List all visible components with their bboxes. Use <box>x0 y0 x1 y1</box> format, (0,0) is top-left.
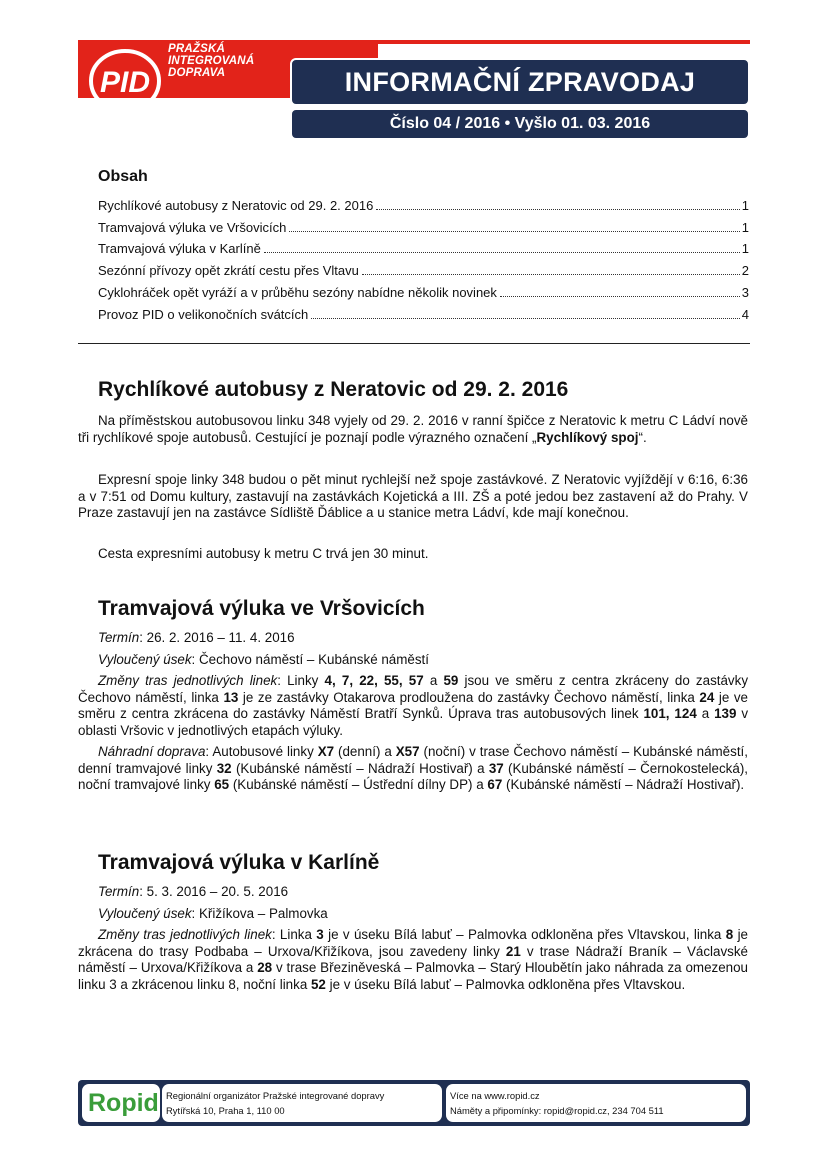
article-title: Tramvajová výluka v Karlíně <box>98 851 380 874</box>
toc-item[interactable] <box>98 241 749 257</box>
toc-item-label: Cyklohráček opět vyráží a v průběhu sezóny nabídne několik novinek <box>98 285 497 300</box>
line-number: 28 <box>257 960 273 975</box>
text-run: je ve směru z centra zkrácena do zastávky Náměstí Bratří Synků. Úprava tras autobusových linek <box>78 689 749 721</box>
line-number: 67 <box>487 777 503 792</box>
toc-item-label: Sezónní přívozy opět zkrátí cestu přes Vltavu <box>98 263 359 278</box>
emphasis: Rychlíkový spoj <box>536 429 639 445</box>
toc-item-page: 1 <box>741 198 749 213</box>
term-value: : 26. 2. 2016 – 11. 4. 2016 <box>139 630 295 645</box>
replacement-label: Náhradní doprava <box>98 744 206 759</box>
text-run: v oblasti Vršovic v jednotlivých etapách výluky. <box>78 706 749 738</box>
toc-item-page: 1 <box>741 241 749 256</box>
text-run: je zkrácena do trasy Podbaba – Urxova/Křižíkova, jsou zavedeny linky <box>78 927 748 959</box>
article-paragraph <box>78 413 748 446</box>
toc-item-label: Provoz PID o velikonočních svátcích <box>98 307 309 322</box>
footer-org: Regionální organizátor Pražské integrované dopravy <box>166 1090 385 1101</box>
term-line <box>98 884 288 900</box>
text-run: je v úseku Bílá labuť – Palmovka odkloněna přes Vltavskou. <box>325 976 686 992</box>
toc-item-page: 2 <box>741 263 749 278</box>
footer-contact-box <box>446 1084 746 1122</box>
footer-web[interactable]: Více na www.ropid.cz <box>450 1090 540 1101</box>
toc-item-label: Rychlíkové autobusy z Neratovic od 29. 2. 2016 <box>98 198 374 213</box>
org-name-line: PRAŽSKÁ <box>168 43 225 55</box>
toc-item-label: Tramvajová výluka v Karlíně <box>98 241 261 256</box>
toc-leader <box>311 318 740 319</box>
divider <box>78 343 750 344</box>
text-run: : Linka <box>271 927 317 942</box>
text-run: je v úseku Bílá labuť – Palmovka odkloněna přes Vltavskou, linka <box>323 927 726 942</box>
toc-leader <box>289 231 739 232</box>
text-run: : Linky <box>277 673 325 688</box>
line-number: 139 <box>714 706 737 721</box>
line-number: 8 <box>725 927 734 942</box>
article-paragraph: Cesta expresními autobusy k metru C trvá jen 30 minut. <box>98 546 429 561</box>
footer-address: Rytířská 10, Praha 1, 110 00 <box>166 1105 285 1116</box>
toc-leader <box>500 296 740 297</box>
changes-label: Změny tras jednotlivých linek <box>98 673 278 688</box>
toc-item[interactable] <box>98 263 749 279</box>
toc-item[interactable] <box>98 198 749 214</box>
footer-org-box <box>162 1084 442 1122</box>
toc-item[interactable] <box>98 307 749 323</box>
toc-item-page: 4 <box>741 307 749 322</box>
text-run: (Kubánské náměstí – Nádraží Hostivař). <box>502 777 745 792</box>
newsletter-title: INFORMAČNÍ ZPRAVODAJ <box>290 58 750 106</box>
text-run: a <box>423 673 444 688</box>
text-run: Na příměstskou autobusovou linku 348 vyjely od 29. 2. 2016 v ranní špičce z Neratovic k metru C Ládví nově tři rychlíkové spoje autobusů. Cestující je poznají podle výrazného označení „ <box>78 413 748 445</box>
article-title: Tramvajová výluka ve Vršovicích <box>98 597 425 620</box>
term-label: Termín <box>98 884 140 899</box>
toc-leader <box>376 209 739 210</box>
org-name <box>168 43 254 79</box>
line-number: 52 <box>310 976 326 992</box>
text-run: (Kubánské náměstí – Ústřední dílny DP) a <box>229 777 488 792</box>
term-label: Termín <box>98 630 140 645</box>
text-run: je ze zastávky Otakarova prodloužena do zastávky Čechovo náměstí, linka <box>238 689 700 705</box>
line-number: 13 <box>223 689 239 705</box>
org-name-line: DOPRAVA <box>168 67 226 79</box>
line-number: 65 <box>214 777 230 792</box>
issue-info: Číslo 04 / 2016 • Vyšlo 01. 03. 2016 <box>290 108 750 140</box>
article-paragraph <box>78 673 748 739</box>
article-paragraph: Expresní spoje linky 348 budou o pět minut rychlejší než spoje zastávkové. Z Neratovic vyjíždějí v 6:16, 6:36 a v 7:51 od Domu kultury, zastavují na zastávkách Kojetická a III. ZŠ a poté jedou bez zastavení až do Prahy. V Praze zastavují jen na zastávce Sídliště Ďáblice a u stanice metra Ládví, kde mají konečnou. <box>78 472 748 520</box>
section-line <box>98 652 429 668</box>
line-number: 3 <box>316 927 324 942</box>
toc-item[interactable] <box>98 220 749 236</box>
pid-logo-text: PID <box>99 66 151 99</box>
article-paragraph <box>78 927 748 993</box>
line-number: 4, 7, 22, 55, 57 <box>324 673 424 688</box>
line-number: 37 <box>488 760 504 776</box>
line-number: 24 <box>699 689 715 705</box>
pid-logo-icon <box>86 46 164 116</box>
footer <box>78 1080 750 1126</box>
line-number: 101, 124 <box>643 706 697 721</box>
toc-leader <box>264 252 740 253</box>
text-run: : Autobusové linky <box>205 744 318 759</box>
text-run: v trase Nádraží Braník – Václavské náměstí – Urxova/Křižíkova a <box>78 943 749 975</box>
toc-heading: Obsah <box>98 168 148 185</box>
term-line <box>98 630 295 646</box>
toc-item-page: 3 <box>741 285 749 300</box>
text-run: jsou ve směru z centra zkráceny do zastávky Čechovo náměstí, linka <box>78 673 749 705</box>
ropid-logo-text: Ropid <box>88 1089 159 1117</box>
text-run: (denní) a <box>334 744 396 759</box>
section-value: : Křižíkova – Palmovka <box>191 906 328 921</box>
footer-contact[interactable]: Náměty a připomínky: ropid@ropid.cz, 234 704 511 <box>450 1105 664 1116</box>
article-title: Rychlíkové autobusy z Neratovic od 29. 2. 2016 <box>98 378 569 401</box>
org-name-line: INTEGROVANÁ <box>168 55 255 67</box>
text-run: “. <box>638 429 647 445</box>
ropid-logo <box>82 1084 160 1122</box>
term-value: : 5. 3. 2016 – 20. 5. 2016 <box>139 884 289 899</box>
line-number: 21 <box>505 943 521 959</box>
section-value: : Čechovo náměstí – Kubánské náměstí <box>191 652 429 667</box>
text-run: v trase Březiněveská – Palmovka – Starý Hloubětín jako náhrada za omezenou linku 3 a zkrácenou linku 8, noční linka <box>78 960 749 992</box>
toc-item-label: Tramvajová výluka ve Vršovicích <box>98 220 287 235</box>
toc-item-page: 1 <box>741 220 749 235</box>
text-run: (Kubánské náměstí – Černokostelecká), noční tramvajové linky <box>78 760 748 792</box>
article-paragraph <box>78 744 748 794</box>
changes-label: Změny tras jednotlivých linek <box>98 927 272 942</box>
line-number: 32 <box>216 760 232 776</box>
line-number: X57 <box>395 744 420 759</box>
section-line <box>98 906 328 922</box>
text-run: (Kubánské náměstí – Nádraží Hostivař) a <box>231 760 489 776</box>
toc-leader <box>362 274 740 275</box>
toc-item[interactable] <box>98 285 749 301</box>
text-run: a <box>696 706 715 721</box>
line-number: 59 <box>443 673 459 688</box>
section-label: Vyloučený úsek <box>98 652 192 667</box>
text-run: (noční) v trase Čechovo náměstí – Kubánské náměstí, denní tramvajové linky <box>78 744 748 776</box>
line-number: X7 <box>317 744 335 759</box>
section-label: Vyloučený úsek <box>98 906 192 921</box>
